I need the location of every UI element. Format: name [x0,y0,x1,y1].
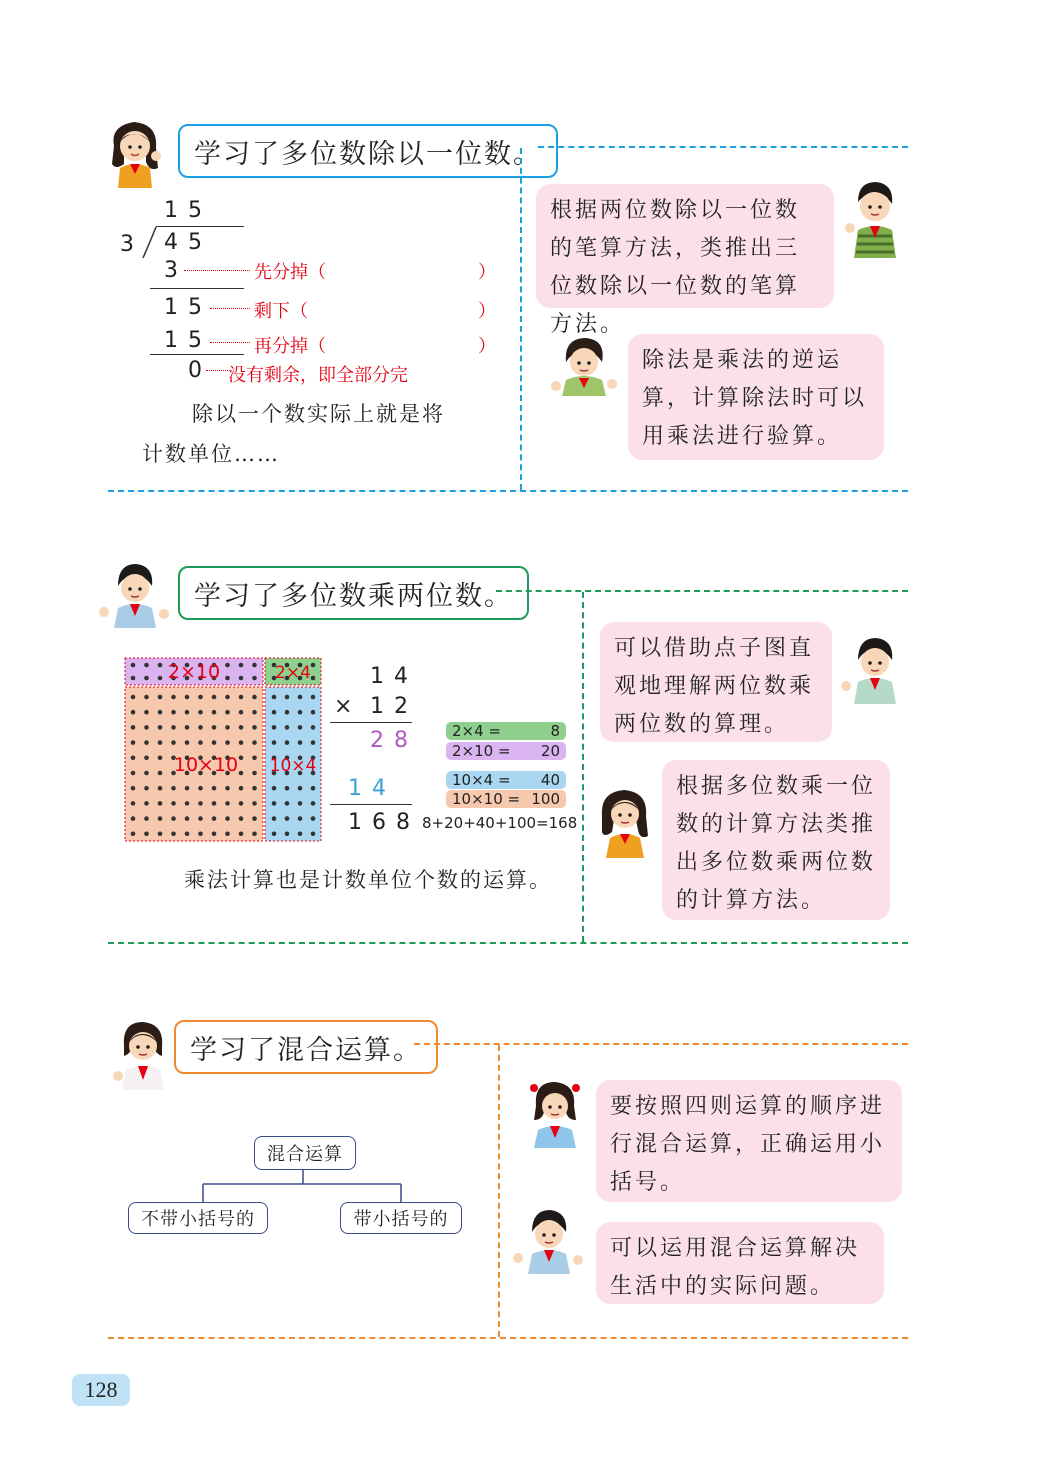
dot [225,832,230,837]
section1-bubble-2: 除法是乘法的逆运算，计算除法时可以用乘法进行验算。 [628,334,884,460]
dot [311,786,316,791]
dot [225,663,230,668]
tag-2x10 [446,742,566,760]
dot [212,710,217,715]
dot [272,725,277,730]
dot [272,801,277,806]
dot [311,725,316,730]
dot [298,695,303,700]
dot [239,801,244,806]
dot [158,832,163,837]
dot [298,832,303,837]
section2-top-divider [496,590,908,592]
dot [131,801,136,806]
dot [158,695,163,700]
sum-expression: 8+20+40+100=168 [422,814,578,832]
mult-top: 14 [370,664,418,689]
tag-2x10-expr: 2×10 = [452,742,511,760]
dot [171,740,176,745]
dot-label-10x4: 10×4 [269,756,317,776]
girl2-avatar-icon [548,330,620,396]
section2-vertical-divider [582,592,584,942]
dot [239,676,244,681]
section1-title: 学习了多位数除以一位数。 [178,124,558,178]
dot [144,832,149,837]
dot [225,725,230,730]
boy-avatar-icon [840,172,906,258]
division-remainder-leader [206,370,228,371]
dot [311,816,316,821]
division-remainder-note: 没有剩余，即全部分完 [228,365,408,386]
division-step3-leader [210,342,250,343]
dot [185,710,190,715]
dot-label-10x10: 10×10 [173,754,239,776]
tree-connectors [190,1166,420,1206]
dot [131,695,136,700]
dot [252,676,257,681]
dot [171,816,176,821]
dot [298,801,303,806]
dot [171,801,176,806]
dot [158,710,163,715]
tag-10x4-expr: 10×4 = [452,771,511,789]
dot [252,725,257,730]
dot [298,786,303,791]
division-step1-close: ） [478,262,496,283]
section1-vertical-divider [520,148,522,490]
section2-bubble-1: 可以借助点子图直观地理解两位数乘两位数的算理。 [600,622,832,742]
dot [144,816,149,821]
dot [239,771,244,776]
dot [272,786,277,791]
section1-bottom-divider [108,490,908,492]
division-note-line1: 除以一个数实际上就是将 [192,402,445,426]
section1-top-divider [538,146,908,148]
dot [198,695,203,700]
dot [225,710,230,715]
dot [131,786,136,791]
dot [252,710,257,715]
dot [144,740,149,745]
dot [285,786,290,791]
dot [285,740,290,745]
section3-bottom-divider [108,1337,908,1339]
girl5-avatar-icon [526,1076,584,1148]
dot [171,710,176,715]
division-line2 [150,354,244,355]
section3-title: 学习了混合运算。 [174,1020,438,1074]
dot [131,740,136,745]
dot [239,695,244,700]
girl4-avatar-icon [112,1014,174,1090]
dot [239,725,244,730]
dot [131,710,136,715]
dot [252,816,257,821]
dot [239,740,244,745]
division-step1: 3 [164,258,188,283]
dot [212,801,217,806]
dot [212,695,217,700]
dot [225,816,230,821]
dot [131,816,136,821]
dot [171,695,176,700]
dot [144,695,149,700]
dot [311,676,316,681]
dot [158,756,163,761]
dot [144,771,149,776]
dot [252,756,257,761]
girl-avatar-icon [100,112,172,188]
tag-10x10-value: 100 [531,790,560,808]
tag-2x4-expr: 2×4 = [452,722,501,740]
division-quotient: 15 [164,198,212,223]
dot [272,816,277,821]
dot [252,771,257,776]
dot [272,695,277,700]
section2-title: 学习了多位数乘两位数。 [178,566,529,620]
dot [311,740,316,745]
tree-root-node: 混合运算 [254,1136,356,1170]
dot [272,740,277,745]
dot [225,801,230,806]
mult-bottom: 12 [370,694,418,719]
dot-label-2x4: 2×4 [275,663,311,683]
mult-sign: × [334,694,363,719]
dot [252,663,257,668]
dot [311,695,316,700]
dot [198,710,203,715]
dot [252,786,257,791]
dot [298,740,303,745]
division-note-line2: 计数单位…… [142,442,280,466]
dot [144,725,149,730]
girl3-avatar-icon [592,782,658,858]
section3-bubble-1: 要按照四则运算的顺序进行混合运算，正确运用小括号。 [596,1080,902,1202]
dot [298,710,303,715]
dot [198,816,203,821]
dot [311,832,316,837]
tag-10x4 [446,771,566,789]
dot [185,832,190,837]
section1-bubble-1: 根据两位数除以一位数的笔算方法，类推出三位数除以一位数的笔算方法。 [536,184,834,308]
division-step2-close: ） [478,301,496,322]
dot [298,725,303,730]
dot [171,725,176,730]
boy3-avatar-icon [838,632,910,704]
division-step2: 15 [164,295,212,320]
dot [144,676,149,681]
dot [285,832,290,837]
dot [171,786,176,791]
section2-bottom-divider [108,942,908,944]
dot [185,695,190,700]
division-step1-leader [184,270,250,271]
section2-bubble-2: 根据多位数乘一位数的计算方法类推出多位数乘两位数的计算方法。 [662,760,890,920]
page-number: 128 [72,1374,130,1406]
dot [212,740,217,745]
dot [131,725,136,730]
dot [298,816,303,821]
division-divisor: 3 [120,232,144,257]
dot [185,786,190,791]
division-bracket [140,226,160,260]
dot [252,695,257,700]
division-step3: 15 [164,328,212,353]
dot [198,801,203,806]
dot [225,740,230,745]
dot [158,725,163,730]
mult-partial1: 28 [370,728,418,753]
dot [158,786,163,791]
dot [198,725,203,730]
tree-right-node: 带小括号的 [340,1202,462,1234]
dot [131,663,136,668]
dot [212,725,217,730]
division-step2-note: 剩下（ [254,301,308,322]
tag-2x10-value: 20 [540,742,560,760]
dot [239,786,244,791]
dot [239,816,244,821]
division-dividend: 45 [164,230,212,255]
dot [225,695,230,700]
section3-bubble-2: 可以运用混合运算解决生活中的实际问题。 [596,1222,884,1304]
dot [131,756,136,761]
tag-10x10-expr: 10×10 = [452,790,521,808]
tree-left-node: 不带小括号的 [128,1202,268,1234]
dot [285,725,290,730]
section2-caption: 乘法计算也是计数单位个数的运算。 [184,868,552,892]
dot [158,801,163,806]
mult-partial2: 14 [348,776,396,801]
tag-10x10 [446,790,566,808]
dot-array-diagram [124,657,324,843]
division-remainder: 0 [188,358,212,383]
dot [144,756,149,761]
dot [158,771,163,776]
dot [252,740,257,745]
dot [131,771,136,776]
dot [144,801,149,806]
dot [311,663,316,668]
section3-top-divider [414,1043,908,1045]
dot [225,786,230,791]
dot [185,816,190,821]
tag-10x4-value: 40 [540,771,560,789]
dot [144,710,149,715]
boy2-avatar-icon [96,558,172,628]
division-step3-close: ） [478,336,496,357]
dot [285,710,290,715]
mult-line1 [330,722,412,723]
tag-2x4-value: 8 [550,722,560,740]
dot-label-2x10: 2×10 [167,661,221,683]
dot [225,676,230,681]
dot [285,816,290,821]
dot [158,740,163,745]
dot [158,663,163,668]
division-line1 [150,288,244,289]
tag-2x4 [446,722,566,740]
dot [212,786,217,791]
dot [158,676,163,681]
dot [198,832,203,837]
dot [185,740,190,745]
dot [212,832,217,837]
dot [131,676,136,681]
dot [239,832,244,837]
dot [171,832,176,837]
dot [272,710,277,715]
dot [252,832,257,837]
section3-vertical-divider [498,1045,500,1337]
dot [239,756,244,761]
division-bar [156,226,244,227]
dot [311,801,316,806]
dot [285,695,290,700]
dot [131,832,136,837]
division-step3-note: 再分掉（ [254,336,326,357]
dot [144,663,149,668]
dot [198,740,203,745]
dot [285,801,290,806]
dot [239,663,244,668]
dot [212,816,217,821]
division-step1-note: 先分掉（ [254,262,326,283]
dot [185,725,190,730]
dot [198,786,203,791]
dot [239,710,244,715]
division-step2-leader [210,308,250,309]
mult-result: 168 [348,810,420,835]
dot [158,816,163,821]
dot [252,801,257,806]
dot [272,832,277,837]
dot [311,710,316,715]
boy4-avatar-icon [510,1204,586,1274]
dot [144,786,149,791]
dot [185,801,190,806]
mult-line2 [330,804,412,805]
